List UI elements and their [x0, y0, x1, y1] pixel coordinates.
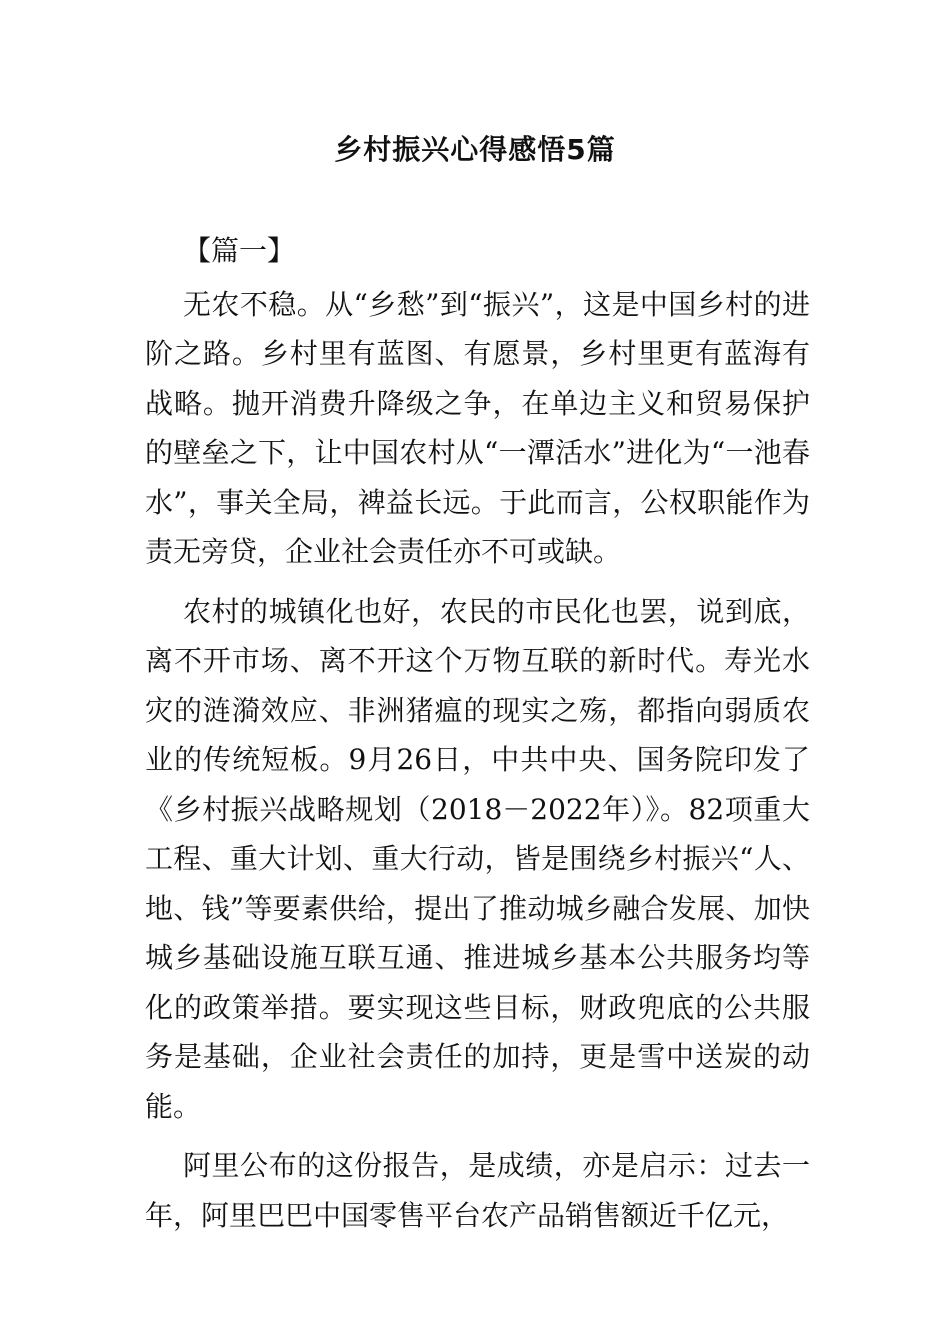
paragraph-3: 阿里公布的这份报告，是成绩，亦是启示：过去一年，阿里巴巴中国零售平台农产品销售额近千亿元， [145, 1149, 810, 1232]
paragraph-1: 无农不稳。从“乡愁”到“振兴”，这是中国乡村的进阶之路。乡村里有蓝图、有愿景，乡村里更有蓝海有战略。抛开消费升降级之争，在单边主义和贸易保护的壁垒之下，让中国农村从“一潭活水”进化为“一池春水”，事关全局，裨益长远。于此而言，公权职能作为责无旁贷，企业社会责任亦不可或缺。 [145, 287, 810, 568]
document-body [145, 226, 810, 1250]
section-heading: 【篇一】 [183, 234, 296, 267]
document-title: 乡村振兴心得感悟5篇 [334, 133, 616, 166]
paragraph-2: 农村的城镇化也好，农民的市民化也罢，说到底，离不开市场、离不开这个万物互联的新时代。寿光水灾的涟漪效应、非洲猪瘟的现实之殇，都指向弱质农业的传统短板。9月26日，中共中央、国务院印发了《乡村振兴战略规划（2018－2022年）》。82项重大工程、重大计划、重大行动，皆是围绕乡村振兴“人、地、钱”等要素供给，提出了推动城乡融合发展、加快城乡基础设施互联互通、推进城乡基本公共服务均等化的政策举措。要实现这些目标，财政兜底的公共服务是基础，企业社会责任的加持，更是雪中送炭的动能。 [145, 594, 810, 1123]
